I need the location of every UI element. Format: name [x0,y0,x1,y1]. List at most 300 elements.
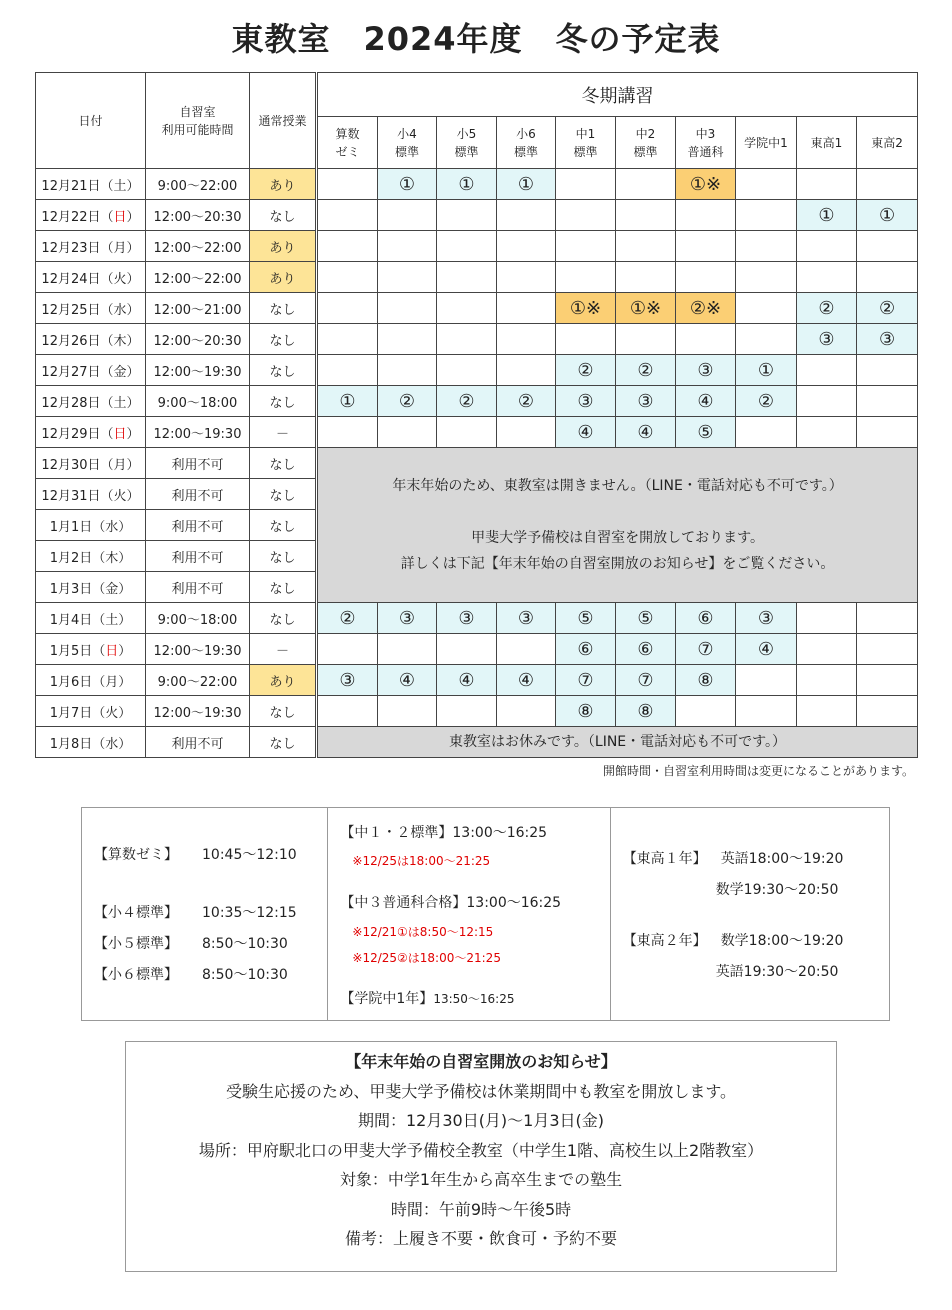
time-sansu: 【算数ゼミ】 10:45～12:10 [94,847,297,863]
session-cell: ①※ [616,293,676,324]
weekday-close: ） [118,550,132,566]
time-chu3: 【中３普通科合格】13:00～16:25 [340,895,562,911]
date-text: 1月2日 [49,550,93,566]
session-cell [736,200,797,231]
weekday: 金 [113,364,127,380]
header-date: 日付 [36,73,146,169]
session-cell [616,169,676,200]
weekday: 月 [113,240,127,256]
session-cell [857,386,918,417]
date-cell [36,293,146,324]
weekday-close: ） [126,488,140,504]
session-cell [378,262,437,293]
session-cell [378,324,437,355]
date-cell [36,541,146,572]
regular-class-cell: あり [250,231,317,262]
weekday-close: ） [118,643,132,659]
weekday-close: ） [118,581,132,597]
session-cell [317,696,378,727]
table-row [36,200,918,231]
date-text: 1月5日 [49,643,93,659]
date-text: 1月4日 [49,612,93,628]
study-time-cell: 12:00～19:30 [146,417,250,448]
regular-class-cell: なし [250,696,317,727]
date-cell [36,417,146,448]
weekday-close: ） [118,705,132,721]
session-cell [437,324,497,355]
session-cell: ③ [736,603,797,634]
time-k2: 【東高２年】 数学18:00～19:20 [622,933,844,949]
date-cell [36,696,146,727]
course-level: 標準 [633,144,658,159]
session-cell [497,231,556,262]
session-cell [437,262,497,293]
date-cell [36,386,146,417]
date-text: 12月28日 [41,395,101,411]
session-cell [736,293,797,324]
times-col-high [611,808,889,1020]
weekday-open: （ [92,674,106,690]
weekday-open: （ [100,395,114,411]
session-cell [857,696,918,727]
session-cell: ② [616,355,676,386]
weekday: 木 [105,550,119,566]
session-cell [736,169,797,200]
regular-class-cell: あり [250,169,317,200]
date-cell [36,727,146,758]
session-cell [317,324,378,355]
session-cell: ① [797,200,857,231]
session-cell [378,417,437,448]
date-text: 12月24日 [41,271,101,287]
session-cell [857,665,918,696]
session-cell [616,262,676,293]
session-cell [556,324,616,355]
session-cell: ① [437,169,497,200]
session-cell: ④ [497,665,556,696]
time-chu3-note2: ※12/25②は18:00～21:25 [352,951,501,965]
course-name: 算数 [335,126,360,141]
weekday: 土 [113,178,127,194]
session-cell [797,665,857,696]
weekday-open: （ [100,426,114,442]
weekday-close: ） [126,302,140,318]
session-cell: ④ [676,386,736,417]
time-chu12: 【中１・２標準】13:00～16:25 [340,825,548,841]
session-cell [497,696,556,727]
session-cell: ④ [556,417,616,448]
weekday-open: （ [100,271,114,287]
weekday-open: （ [92,612,106,628]
session-cell: ① [497,169,556,200]
regular-class-cell: あり [250,262,317,293]
date-cell [36,572,146,603]
session-cell [378,293,437,324]
header-study-room-line1: 自習室 [179,104,216,119]
regular-class-cell: なし [250,603,317,634]
weekday-open: （ [92,736,106,752]
weekday: 水 [113,302,127,318]
session-cell [378,200,437,231]
session-cell [317,417,378,448]
session-cell: ① [736,355,797,386]
session-cell [676,262,736,293]
study-time-cell: 利用不可 [146,727,250,758]
date-cell [36,262,146,293]
table-row [36,231,918,262]
course-name: 中2 [635,126,656,141]
session-cell: ①※ [676,169,736,200]
study-time-cell: 利用不可 [146,541,250,572]
study-time-cell: 12:00～21:00 [146,293,250,324]
regular-class-cell: なし [250,386,317,417]
date-cell [36,200,146,231]
course-header [378,117,437,169]
date-text: 12月31日 [41,488,101,504]
header-regular-class: 通常授業 [250,73,317,169]
session-cell [497,417,556,448]
course-header [797,117,857,169]
study-time-cell: 12:00～20:30 [146,324,250,355]
session-cell: ⑥ [676,603,736,634]
session-cell [736,417,797,448]
regular-class-cell: なし [250,448,317,479]
regular-class-cell: － [250,634,317,665]
weekday: 土 [113,395,127,411]
weekday: 日 [113,426,127,442]
notice-line-6: 備考：上履き不要・飲食可・予約不要 [344,1229,617,1248]
session-cell: ⑦ [616,665,676,696]
weekday: 金 [105,581,119,597]
time-sho4: 【小４標準】 10:35～12:15 [94,905,297,921]
weekday-open: （ [92,519,106,535]
time-chu12-note: ※12/25は18:00～21:25 [352,854,491,868]
date-cell [36,479,146,510]
session-cell [317,634,378,665]
weekday: 月 [113,457,127,473]
session-cell [736,665,797,696]
session-cell [378,696,437,727]
course-header [556,117,616,169]
table-row [36,324,918,355]
weekday-open: （ [100,488,114,504]
notice-line-1: 受験生応援のため、甲斐大学予備校は休業期間中も教室を開放します。 [225,1081,737,1101]
times-col-junior [328,808,610,1020]
session-cell [437,634,497,665]
session-cell: ② [797,293,857,324]
table-row [36,355,918,386]
session-cell: ③ [797,324,857,355]
session-cell: ①※ [556,293,616,324]
table-row [36,448,918,479]
weekday-close: ） [126,457,140,473]
session-cell [378,634,437,665]
session-cell [317,200,378,231]
notice-line-4: 対象：中学1年生から高卒生までの塾生 [339,1170,623,1189]
session-cell: ②※ [676,293,736,324]
table-row [36,603,918,634]
weekday: 土 [105,612,119,628]
table-row [36,417,918,448]
study-time-cell: 12:00～19:30 [146,696,250,727]
date-text: 12月22日 [41,209,101,225]
session-cell: ② [736,386,797,417]
session-cell [556,262,616,293]
session-cell: ⑥ [556,634,616,665]
regular-class-cell: － [250,417,317,448]
table-row [36,386,918,417]
session-cell [616,231,676,262]
study-time-cell: 利用不可 [146,479,250,510]
regular-class-cell: なし [250,479,317,510]
weekday-close: ） [126,240,140,256]
weekday-close: ） [126,271,140,287]
session-cell [736,324,797,355]
session-cell [736,696,797,727]
study-room-notice [125,1041,837,1272]
session-cell [857,417,918,448]
course-name: 小5 [456,126,477,141]
session-cell: ⑧ [616,696,676,727]
course-name: 小4 [397,126,417,141]
date-cell [36,634,146,665]
course-name: 東高2 [871,135,903,150]
study-time-cell: 9:00～22:00 [146,665,250,696]
date-cell [36,510,146,541]
session-cell: ③ [616,386,676,417]
weekday-open: （ [100,178,114,194]
date-text: 12月30日 [41,457,101,473]
weekday: 木 [113,333,127,349]
session-cell: ② [556,355,616,386]
weekday-close: ） [126,426,140,442]
session-cell [497,200,556,231]
session-cell [676,200,736,231]
session-cell [857,603,918,634]
weekday-close: ） [126,395,140,411]
session-cell [736,231,797,262]
weekday-open: （ [100,457,114,473]
session-cell [497,634,556,665]
session-cell [676,696,736,727]
closed-spacer [318,499,917,525]
weekday-close: ） [118,736,132,752]
date-text: 12月21日 [41,178,101,194]
time-k2-b: 英語19:30～20:50 [715,964,839,980]
course-name: 学院中1 [744,135,788,150]
course-name: 小6 [516,126,536,141]
date-text: 12月25日 [41,302,101,318]
regular-class-cell: なし [250,324,317,355]
closed-message [317,448,918,603]
weekday-close: ） [126,209,140,225]
course-header [676,117,736,169]
weekday-open: （ [92,643,106,659]
date-cell [36,603,146,634]
closed-line-3: 詳しくは下記【年末年始の自習室開放のお知らせ】をご覧ください。 [400,556,835,572]
course-level: ゼミ [335,144,360,159]
date-cell [36,665,146,696]
course-name: 中1 [575,126,596,141]
notice-line-3: 場所：甲府駅北口の甲斐大学予備校全教室（中学生1階、高校生以上2階教室） [198,1140,764,1160]
regular-class-cell: なし [250,510,317,541]
date-text: 1月7日 [49,705,93,721]
study-time-cell: 9:00～18:00 [146,386,250,417]
weekday-open: （ [92,705,106,721]
time-sho6: 【小６標準】 8:50～10:30 [94,967,288,983]
weekday: 水 [105,736,119,752]
course-header [616,117,676,169]
session-cell: ⑤ [676,417,736,448]
header-winter-course: 冬期講習 [317,73,918,117]
table-row [36,727,918,758]
regular-class-cell: なし [250,572,317,603]
session-cell [797,634,857,665]
session-cell: ③ [556,386,616,417]
session-cell: ① [317,386,378,417]
page-title: 東教室 2024年度 冬の予定表 [231,20,721,58]
weekday-open: （ [92,550,106,566]
session-cell [437,231,497,262]
session-cell [736,262,797,293]
class-times-box [81,807,890,1021]
course-header [497,117,556,169]
session-cell [317,293,378,324]
regular-class-cell: なし [250,727,317,758]
date-cell [36,448,146,479]
session-cell [317,262,378,293]
date-text: 12月23日 [41,240,101,256]
session-cell [317,355,378,386]
weekday: 水 [105,519,119,535]
session-cell: ① [857,200,918,231]
weekday-open: （ [100,364,114,380]
session-cell: ② [857,293,918,324]
session-cell [497,355,556,386]
date-text: 1月1日 [49,519,93,535]
course-level: 標準 [394,144,419,159]
weekday-close: ） [126,333,140,349]
session-cell: ④ [616,417,676,448]
session-cell: ⑤ [616,603,676,634]
weekday-close: ） [126,364,140,380]
holiday-message: 東教室はお休みです。（LINE・電話対応も不可です。） [317,727,918,758]
closed-line-1: 年末年始のため、東教室は開きません。（LINE・電話対応も不可です。） [392,478,843,494]
regular-class-cell: なし [250,293,317,324]
session-cell [857,355,918,386]
session-cell: ④ [378,665,437,696]
session-cell [676,231,736,262]
session-cell: ④ [736,634,797,665]
weekday-open: （ [100,333,114,349]
session-cell [797,417,857,448]
weekday: 火 [105,705,119,721]
table-row [36,169,918,200]
session-cell [857,231,918,262]
date-cell [36,355,146,386]
session-cell [317,169,378,200]
date-text: 1月3日 [49,581,93,597]
session-cell [556,231,616,262]
session-cell [437,200,497,231]
session-cell [616,324,676,355]
session-cell: ⑥ [616,634,676,665]
session-cell: ③ [437,603,497,634]
weekday-close: ） [118,612,132,628]
course-level: 標準 [573,144,598,159]
schedule-note: 開館時間・自習室利用時間は変更になることがあります。 [602,764,914,778]
session-cell: ③ [676,355,736,386]
weekday-open: （ [100,302,114,318]
header-study-room [146,73,250,169]
course-name: 中3 [695,126,716,141]
session-cell: ⑤ [556,603,616,634]
course-name: 東高1 [810,135,843,150]
session-cell: ② [437,386,497,417]
study-time-cell: 利用不可 [146,510,250,541]
table-row [36,696,918,727]
session-cell [378,231,437,262]
times-col-elementary [82,808,328,1020]
table-row [36,262,918,293]
session-cell: ③ [317,665,378,696]
weekday-close: ） [126,178,140,194]
regular-class-cell: あり [250,665,317,696]
session-cell [857,262,918,293]
date-text: 1月6日 [49,674,93,690]
session-cell [437,417,497,448]
date-cell [36,169,146,200]
session-cell [378,355,437,386]
session-cell: ③ [378,603,437,634]
study-time-cell: 9:00～22:00 [146,169,250,200]
session-cell: ② [497,386,556,417]
study-time-cell: 利用不可 [146,572,250,603]
study-time-cell: 12:00～19:30 [146,634,250,665]
course-header [736,117,797,169]
course-header [317,117,378,169]
session-cell [437,355,497,386]
regular-class-cell: なし [250,200,317,231]
session-cell [797,696,857,727]
session-cell [857,169,918,200]
weekday-close: ） [118,519,132,535]
session-cell [676,324,736,355]
session-cell [797,169,857,200]
regular-class-cell: なし [250,541,317,572]
weekday-close: ） [118,674,132,690]
date-text: 12月26日 [41,333,101,349]
regular-class-cell: なし [250,355,317,386]
notice-line-5: 時間：午前9時～午後5時 [390,1199,572,1219]
notice-line-2: 期間：12月30日(月)～1月3日(金) [357,1111,605,1130]
session-cell [497,293,556,324]
session-cell [857,634,918,665]
time-gakuin: 【学院中1年】13:50～16:25 [340,991,515,1007]
session-cell [437,696,497,727]
session-cell [556,200,616,231]
weekday-open: （ [92,581,106,597]
weekday: 火 [113,488,127,504]
time-k1-b: 数学19:30～20:50 [715,882,839,898]
course-header [437,117,497,169]
weekday: 日 [105,643,119,659]
session-cell [497,262,556,293]
study-time-cell: 9:00～18:00 [146,603,250,634]
table-row [36,293,918,324]
session-cell: ③ [857,324,918,355]
session-cell [797,262,857,293]
